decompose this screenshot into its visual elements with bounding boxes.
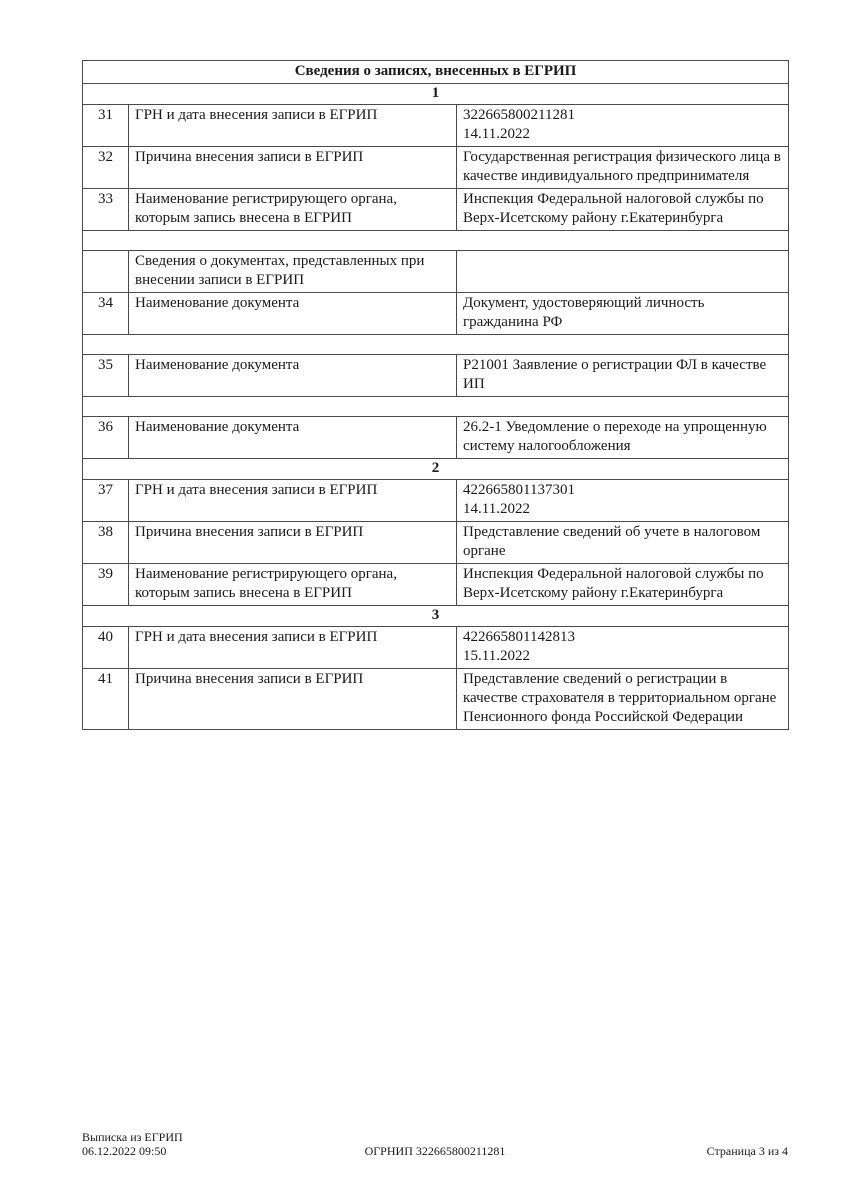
footer-page-info: Страница 3 из 4 <box>706 1143 788 1158</box>
section-number: 2 <box>83 459 789 480</box>
spacer-cell <box>83 231 789 251</box>
entry-value <box>457 293 789 335</box>
entry-value <box>457 251 789 293</box>
entry-number: 33 <box>83 189 129 231</box>
entry-number <box>83 251 129 293</box>
footer-generated-datetime: 06.12.2022 09:50 <box>82 1143 167 1158</box>
entry-value-line: Р21001 Заявление о регистрации ФЛ в качестве ИП <box>463 357 767 392</box>
entry-value-line: Документ, удостоверяющий личность гражданина РФ <box>463 295 705 330</box>
entry-number: 34 <box>83 293 129 335</box>
entry-label: Наименование документа <box>129 355 457 397</box>
entry-label: Наименование регистрирующего органа, которым запись внесена в ЕГРИП <box>129 189 457 231</box>
entry-label: Наименование документа <box>129 417 457 459</box>
entry-row <box>83 564 789 606</box>
entry-value <box>457 105 789 147</box>
entry-label: Наименование документа <box>129 293 457 335</box>
entry-row <box>83 522 789 564</box>
entry-label: Причина внесения записи в ЕГРИП <box>129 669 457 730</box>
entry-number: 39 <box>83 564 129 606</box>
entry-number: 35 <box>83 355 129 397</box>
entry-row <box>83 147 789 189</box>
entry-value-line: Инспекция Федеральной налоговой службы по Верх-Исетскому району г.Екатеринбурга <box>463 566 764 601</box>
entry-row <box>83 293 789 335</box>
entry-value <box>457 417 789 459</box>
entry-value <box>457 147 789 189</box>
entry-label: Наименование регистрирующего органа, которым запись внесена в ЕГРИП <box>129 564 457 606</box>
entry-value-line: Представление сведений о регистрации в качестве страхователя в территориальном органе Пенсионного фонда Российской Федерации <box>463 671 777 725</box>
entry-label: ГРН и дата внесения записи в ЕГРИП <box>129 627 457 669</box>
spacer-row <box>83 231 789 251</box>
entry-value-line: 322665800211281 <box>463 107 575 123</box>
entry-label: Причина внесения записи в ЕГРИП <box>129 522 457 564</box>
section-number: 1 <box>83 84 789 105</box>
entry-label: ГРН и дата внесения записи в ЕГРИП <box>129 105 457 147</box>
entry-value <box>457 669 789 730</box>
entry-value <box>457 480 789 522</box>
footer-doc-label: Выписка из ЕГРИП <box>82 1130 183 1144</box>
entry-number: 41 <box>83 669 129 730</box>
entry-value-line: Инспекция Федеральной налоговой службы по Верх-Исетскому району г.Екатеринбурга <box>463 191 764 226</box>
entry-row <box>83 417 789 459</box>
entry-value-line: 14.11.2022 <box>463 501 530 517</box>
table-title: Сведения о записях, внесенных в ЕГРИП <box>83 61 789 84</box>
entry-value-line: Представление сведений об учете в налоговом органе <box>463 524 761 559</box>
spacer-row <box>83 335 789 355</box>
entry-value-line: 422665801142813 <box>463 629 575 645</box>
entry-label: ГРН и дата внесения записи в ЕГРИП <box>129 480 457 522</box>
section-row <box>83 459 789 480</box>
section-row <box>83 84 789 105</box>
entry-row <box>83 627 789 669</box>
entry-value <box>457 189 789 231</box>
entry-value-line: Государственная регистрация физического лица в качестве индивидуального предпринимателя <box>463 149 781 184</box>
entry-value-line: 14.11.2022 <box>463 126 530 142</box>
spacer-cell <box>83 397 789 417</box>
entry-label: Причина внесения записи в ЕГРИП <box>129 147 457 189</box>
entry-value <box>457 627 789 669</box>
entry-label: Сведения о документах, представленных при внесении записи в ЕГРИП <box>129 251 457 293</box>
entry-row <box>83 189 789 231</box>
entry-value <box>457 564 789 606</box>
entry-row <box>83 480 789 522</box>
entry-number: 36 <box>83 417 129 459</box>
entry-number: 38 <box>83 522 129 564</box>
entry-value-line: 422665801137301 <box>463 482 575 498</box>
entry-row <box>83 669 789 730</box>
entry-number: 40 <box>83 627 129 669</box>
entry-value-line: 15.11.2022 <box>463 648 530 664</box>
entry-number: 32 <box>83 147 129 189</box>
spacer-cell <box>83 335 789 355</box>
entry-value <box>457 355 789 397</box>
footer-ogrnip: ОГРНИП 322665800211281 <box>364 1143 506 1158</box>
entry-row <box>83 251 789 293</box>
entry-value-line: 26.2-1 Уведомление о переходе на упрощенную систему налогообложения <box>463 419 767 454</box>
entry-value <box>457 522 789 564</box>
entry-row <box>83 355 789 397</box>
section-number: 3 <box>83 606 789 627</box>
page-footer <box>82 1131 788 1158</box>
spacer-row <box>83 397 789 417</box>
section-row <box>83 606 789 627</box>
entry-number: 31 <box>83 105 129 147</box>
footer-left-block <box>82 1131 365 1158</box>
entry-number: 37 <box>83 480 129 522</box>
table-title-row <box>83 61 789 84</box>
egrip-records-table <box>82 60 789 730</box>
entry-row <box>83 105 789 147</box>
table-body <box>83 61 789 730</box>
